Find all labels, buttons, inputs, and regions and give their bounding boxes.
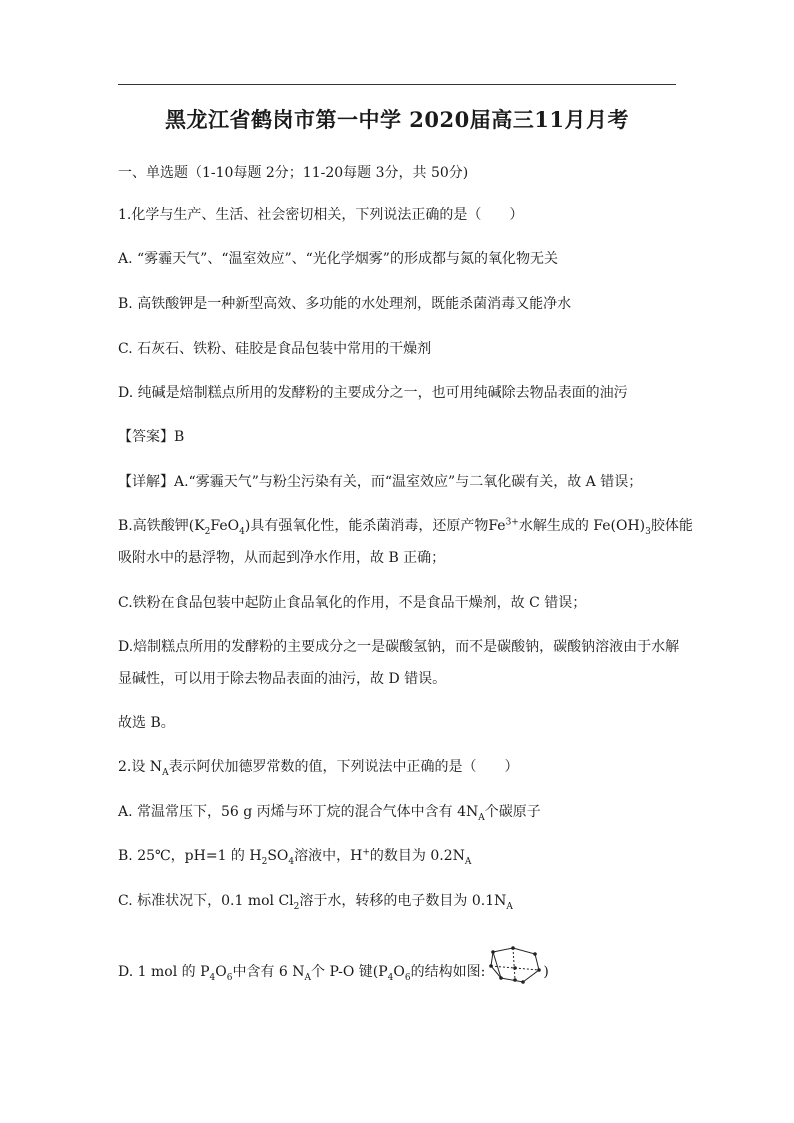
q1-option-c: C. 石灰石、铁粉、硅胶是食品包装中常用的干燥剂 (118, 341, 432, 357)
q2-option-b: B. 25℃，pH=1 的 $H_2SO_4$溶液中，H+的数目为 $0.2N_A$ (118, 847, 472, 867)
q2-option-c: C. 标准状况下，0.1 mol $Cl_2$溶于水，转移的电子数目为 $0.1N_A$ (118, 893, 513, 912)
q2-option-a: A. 常温常压下，56 g 丙烯与环丁烷的混合气体中含有 $4N_A$个碳原子 (118, 804, 541, 823)
q1-detail-b-line1: B.高铁酸钾$(K_2FeO_4)$具有强氧化性，能杀菌消毒，还原产物$Fe^{3+}$水解生成的 $Fe(OH)_3$胶体能 (118, 517, 693, 537)
q2-option-d: D. 1 mol 的 $P_4O_6$中含有 6 $N_A$个 P-O 键($P_4O_6$的结构如图: ) (118, 950, 549, 994)
q1-answer: 【答案】B (118, 429, 185, 445)
q1-detail-d-line2: 显碱性，可以用于除去物品表面的油污，故 D 错误。 (118, 671, 447, 687)
q1-option-d: D. 纯碱是焙制糕点所用的发酵粉的主要成分之一，也可用纯碱除去物品表面的油污 (118, 385, 628, 401)
page-title: 黑龙江省鹤岗市第一中学 2020届高三11月月考 (165, 107, 629, 132)
q1-stem: 1.化学与生产、生活、社会密切相关，下列说法正确的是（ ） (118, 207, 524, 223)
q1-detail-b-line2: 吸附水中的悬浮物，从而起到净水作用，故 B 正确； (118, 550, 446, 566)
q1-detail-c: C.铁粉在食品包装中起防止食品氧化的作用，不是食品干燥剂，故 C 错误； (118, 595, 587, 611)
header-rule (118, 84, 676, 85)
q1-option-a: A. “雾霾天气”、“温室效应”、“光化学烟雾”的形成都与氮的氧化物无关 (118, 251, 558, 267)
q1-detail-a: 【详解】A.“雾霾天气”与粉尘污染有关，而“温室效应”与二氧化碳有关，故 A 错误； (118, 474, 643, 490)
q1-conclusion: 故选 B。 (118, 715, 175, 731)
p4o6-structure-icon (485, 946, 543, 990)
section-heading: 一、单选题（1-10每题 2分；11-20每题 3分，共 50分) (118, 165, 469, 181)
q1-option-b: B. 高铁酸钾是一种新型高效、多功能的水处理剂，既能杀菌消毒又能净水 (118, 296, 572, 312)
q2-stem: 2.设 $N_A$表示阿伏加德罗常数的值，下列说法中正确的是（ ） (118, 759, 519, 778)
q1-detail-d-line1: D.焙制糕点所用的发酵粉的主要成分之一是碳酸氢钠，而不是碳酸钠，碳酸钠溶液由于水解 (118, 639, 680, 655)
